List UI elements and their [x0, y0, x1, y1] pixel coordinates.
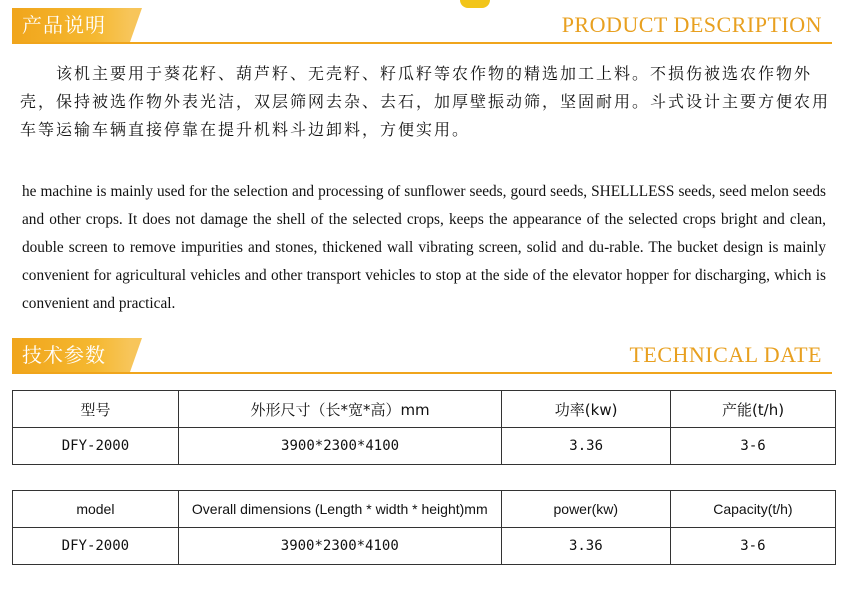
technical-data-en-title: TECHNICAL DATE	[629, 342, 822, 367]
header-model: 型号	[13, 391, 179, 428]
product-description-en-text: he machine is mainly used for the selection and processing of sunflower seeds, gourd seeds, SHELLLESS seeds, seed melon seeds and other crops. It does not damage the shell of the selected crops, keeps the appearance of the selected crops bright and clean, double screen to remove impurities and stones, thickened wall vibrating screen, solid and du-rable. The bucket design is mainly convenient for agricultural vehicles and other transport vehicles to stop at the side of the elevator hopper for discharging, which is convenient and practical.	[22, 183, 826, 312]
header-divider	[12, 42, 832, 44]
table-row	[13, 428, 836, 465]
cell-capacity: 3-6	[670, 528, 835, 565]
header-capacity: 产能(t/h)	[671, 391, 836, 428]
product-description-en-title: PRODUCT DESCRIPTION	[561, 12, 822, 37]
product-description-header	[12, 8, 832, 44]
cell-dimensions: 3900*2300*4100	[178, 428, 501, 465]
cell-dimensions: 3900*2300*4100	[178, 528, 501, 565]
header-divider	[12, 372, 832, 374]
cell-model: DFY-2000	[13, 528, 179, 565]
technical-data-cn-title: 技术参数	[12, 338, 130, 372]
cell-capacity: 3-6	[671, 428, 836, 465]
technical-data-header	[12, 338, 832, 374]
table-header-row	[13, 391, 836, 428]
table-header-row	[13, 491, 836, 528]
header-model: model	[13, 491, 179, 528]
header-capacity: Capacity(t/h)	[670, 491, 835, 528]
product-description-cn-title: 产品说明	[12, 8, 130, 42]
product-description-cn-text: 该机主要用于葵花籽、葫芦籽、无壳籽、籽瓜籽等农作物的精选加工上料。不损伤被选农作物外壳，保持被选作物外表光洁，双层筛网去杂、去石，加厚壁振动筛，坚固耐用。斗式设计主要方便农用车等运输车辆直接停靠在提升机料斗边卸料，方便实用。	[20, 64, 831, 139]
spec-table-cn	[12, 390, 836, 465]
cell-model: DFY-2000	[13, 428, 179, 465]
header-dimensions: 外形尺寸（长*宽*高）mm	[178, 391, 501, 428]
spec-table-en	[12, 490, 836, 565]
cell-power: 3.36	[502, 428, 671, 465]
header-dimensions: Overall dimensions (Length * width * height)mm	[178, 491, 501, 528]
header-power: 功率(kw)	[502, 391, 671, 428]
header-power: power(kw)	[501, 491, 670, 528]
top-decoration	[460, 0, 490, 8]
cell-power: 3.36	[501, 528, 670, 565]
table-row	[13, 528, 836, 565]
